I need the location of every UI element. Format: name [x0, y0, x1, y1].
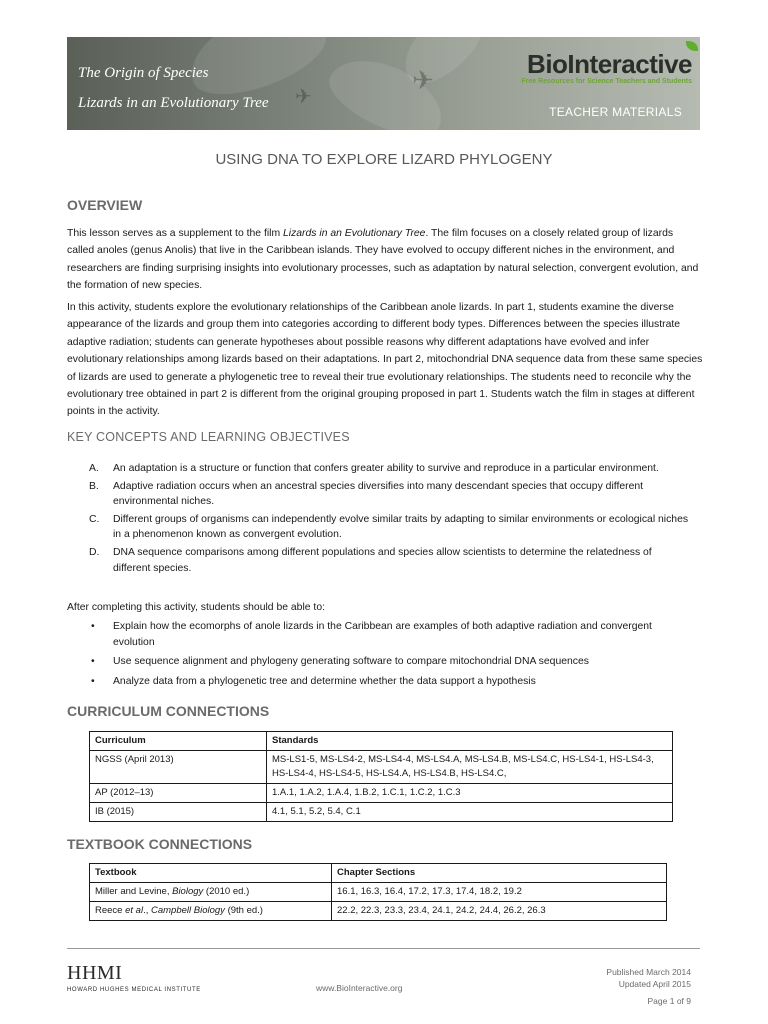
table-cell [90, 883, 332, 902]
list-item [89, 461, 689, 477]
table-cell: 22.2, 22.3, 23.3, 23.4, 24.1, 24.2, 24.4, 26.2, 26.3 [332, 902, 667, 921]
table-cell: 4.1, 5.1, 5.2, 5.4, C.1 [267, 803, 673, 822]
footer-divider [67, 948, 700, 949]
updated-date: Updated April 2015 [618, 979, 691, 989]
separator-text: ., [143, 905, 151, 916]
overview-paragraph-2: In this activity, students explore the evolutionary relationships of the Caribbean anole lizards. In part 1, students examine the diverse appearance of the lizards and group them into categories according to different body types. Differences between the species illustrate adaptive radiation; students can generate hypotheses about possible reasons why different adaptations have evolved and infer evolutionary relationships among lizards based on their adaptations. In part 2, mitochondrial DNA sequence data from these same species of lizards are used to generate a phylogenetic tree to reveal their true evolutionary relationships. The students need to reconcile why the evolutionary tree obtained in part 2 is different from the original grouping proposed in part 1. Students watch the film in stages at different points in the activity. [67, 302, 703, 418]
page-number: Page 1 of 9 [647, 996, 691, 1006]
teacher-materials-label: TEACHER MATERIALS [549, 105, 682, 119]
list-item-text: Use sequence alignment and phylogeny generating software to compare mitochondrial DNA sequences [113, 656, 589, 668]
author-text: Reece [95, 905, 126, 916]
etal-text: et al [125, 905, 144, 916]
hhmi-logo: HHMI [67, 962, 123, 984]
edition-text: (9th ed.) [224, 905, 263, 916]
edition-text: (2010 ed.) [203, 886, 250, 897]
book-title: Campbell Biology [151, 905, 225, 916]
hhmi-full-name: HOWARD HUGHES MEDICAL INSTITUTE [67, 987, 201, 993]
list-marker: A. [89, 463, 99, 474]
list-item [89, 619, 689, 650]
logo-tagline: Free Resources for Science Teachers and Students [521, 78, 692, 85]
table-cell: 1.A.1, 1.A.2, 1.A.4, 1.B.2, 1.C.1, 1.C.2, 1.C.3 [267, 784, 673, 803]
bullet-icon: • [91, 675, 95, 687]
list-marker: C. [89, 513, 100, 525]
biointeractive-logo [510, 37, 700, 130]
curriculum-table [89, 731, 673, 822]
objectives-list [89, 619, 689, 689]
list-item [89, 654, 689, 670]
textbook-heading: TEXTBOOK CONNECTIONS [67, 836, 253, 852]
table-cell: MS-LS1-5, MS-LS4-2, MS-LS4-4, MS-LS4.A, MS-LS4.B, MS-LS4.C, HS-LS4-1, HS-LS4-3, HS-LS4-4, HS-LS4-5, HS-LS4.A, HS-LS4.B, HS-LS4.C, [267, 751, 673, 784]
overview-heading: OVERVIEW [67, 197, 143, 213]
table-cell: NGSS (April 2013) [90, 751, 267, 784]
author-text: Miller and Levine, [95, 886, 173, 897]
key-concepts-list [89, 461, 689, 576]
list-item-text: An adaptation is a structure or function that confers greater ability to survive and reproduce in a particular environment. [113, 463, 659, 474]
table-cell: 16.1, 16.3, 16.4, 17.2, 17.3, 17.4, 18.2, 19.2 [332, 883, 667, 902]
bullet-icon: • [91, 621, 95, 632]
textbook-table [89, 863, 667, 921]
bird-silhouette-icon: ✈ [295, 86, 312, 108]
table-header-row [90, 732, 673, 751]
objectives-intro: After completing this activity, students should be able to: [67, 602, 325, 613]
table-row [90, 751, 673, 784]
table-header-cell: Chapter Sections [332, 864, 667, 883]
table-row [90, 784, 673, 803]
list-item-text: Different groups of organisms can independently evolve similar traits by adapting to similar environments or ecological niches in a phenomenon known as convergent evolution. [113, 513, 689, 541]
list-item-text: Adaptive radiation occurs when an ancestral species diversifies into many descendant species that occupy different environmental niches. [113, 480, 644, 508]
key-concepts-heading: KEY CONCEPTS AND LEARNING OBJECTIVES [67, 430, 350, 444]
list-item [89, 512, 689, 543]
paragraph-text: This lesson serves as a supplement to the film [67, 228, 283, 239]
list-marker: B. [89, 480, 99, 492]
curriculum-heading: CURRICULUM CONNECTIONS [67, 703, 270, 719]
table-cell [90, 902, 332, 921]
book-title: Biology [172, 886, 204, 897]
overview-paragraph-1 [67, 225, 703, 295]
table-row [90, 803, 673, 822]
table-cell: IB (2015) [90, 803, 267, 822]
table-header-cell: Textbook [90, 864, 332, 883]
banner-title-line2: Lizards in an Evolutionary Tree [78, 95, 269, 111]
website-link[interactable]: www.BioInteractive.org [316, 983, 403, 993]
bullet-icon: • [91, 656, 95, 668]
paragraph-text: . The film focuses on a closely related group of lizards called anoles (genus Anolis) that live in the Caribbean islands. They have evolved to occupy different niches in the environment, and researchers are finding surprising insights into evolutionary processes, such as adaptation by natural selection, convergent evolution, and the formation of new species. [67, 228, 699, 292]
list-item [89, 674, 689, 690]
table-row [90, 902, 667, 921]
list-item-text: Analyze data from a phylogenetic tree and determine whether the data support a hypothesis [113, 675, 536, 687]
list-item [89, 479, 689, 510]
list-item-text: DNA sequence comparisons among different populations and species allow scientists to determine the relatedness of different species. [113, 546, 652, 574]
table-row [90, 883, 667, 902]
table-header-cell: Standards [267, 732, 673, 751]
table-header-row [90, 864, 667, 883]
document-title: USING DNA TO EXPLORE LIZARD PHYLOGENY [215, 151, 553, 168]
table-header-cell: Curriculum [90, 732, 267, 751]
list-marker: D. [89, 546, 100, 558]
bird-silhouette-icon: ✈ [412, 65, 434, 95]
list-item [89, 545, 689, 576]
table-cell: AP (2012–13) [90, 784, 267, 803]
banner-title-line1: The Origin of Species [78, 65, 209, 81]
logo-text: BioInteractive [527, 49, 692, 79]
header-banner [67, 37, 700, 130]
published-date: Published March 2014 [606, 967, 691, 977]
film-title: Lizards in an Evolutionary Tree [283, 228, 426, 239]
list-item-text: Explain how the ecomorphs of anole lizards in the Caribbean are examples of both adaptive radiation and convergent evolution [113, 621, 652, 648]
